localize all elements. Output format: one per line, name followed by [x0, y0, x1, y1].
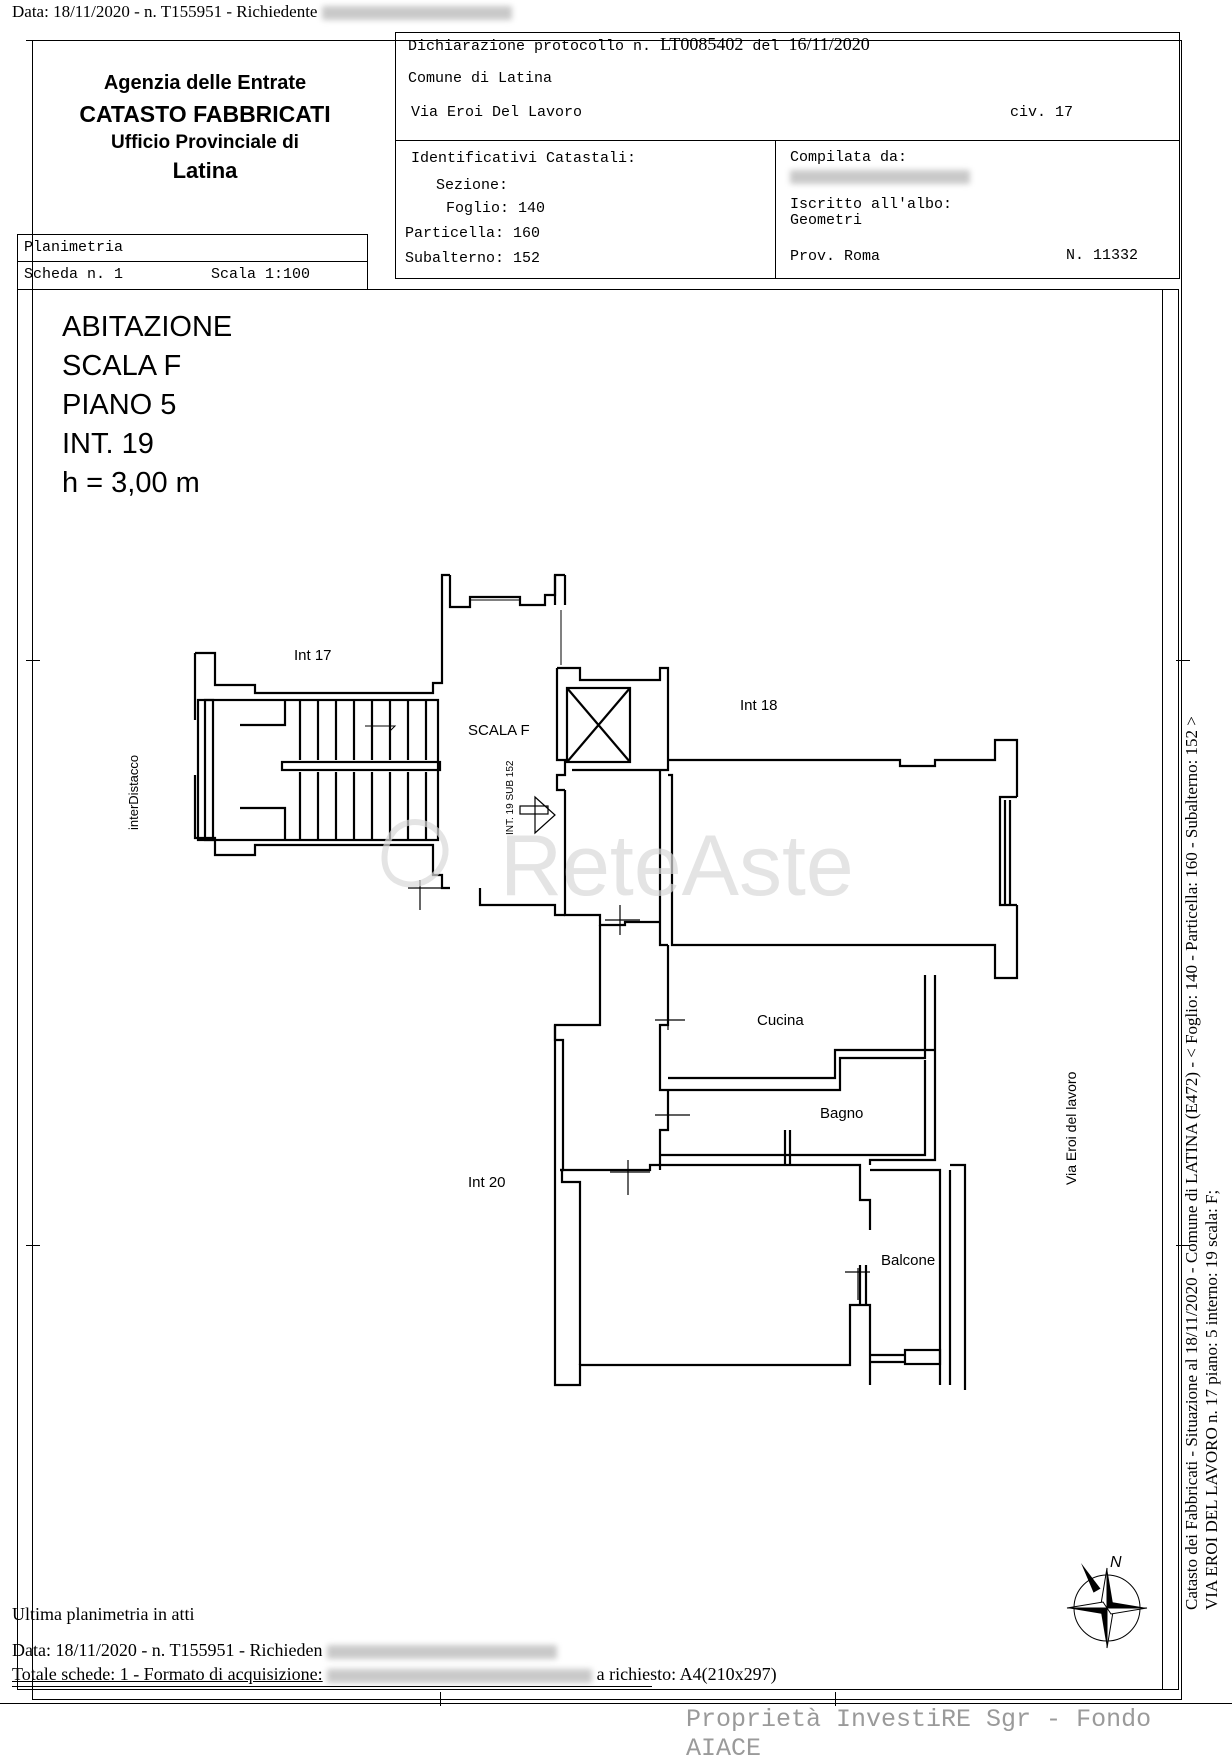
ufficio-label: Ufficio Provinciale di [111, 132, 299, 153]
identificativi-title: Identificativi Catastali: [411, 150, 637, 167]
protocol-date: 16/11/2020 [788, 34, 870, 54]
label-int17: Int 17 [294, 647, 332, 664]
foglio-line: Foglio: 140 [446, 200, 546, 217]
ufficio-city: Latina [172, 158, 238, 183]
label-sub-tag: INT. 19 SUB 152 [505, 760, 516, 835]
watermark-logo-icon [384, 822, 445, 884]
footer-totale-line: Totale schede: 1 - Formato di acquisizione: a richiesto: A4(210x297) [12, 1664, 777, 1684]
footer-data-line: Data: 18/11/2020 - n. T155951 - Richieden [12, 1640, 557, 1661]
label-bagno: Bagno [820, 1105, 864, 1122]
civ-line: civ. 17 [1010, 104, 1074, 121]
owner-line-rule [0, 1703, 1232, 1704]
iscritto-label: Iscritto all'albo: [790, 196, 953, 213]
wall-int18 [668, 740, 1017, 797]
label-street: Via Eroi del lavoro [1063, 1071, 1079, 1185]
side-text [1182, 460, 1222, 1610]
protocol-number: LT0085402 [660, 34, 744, 54]
redacted-footer-requester [327, 1645, 557, 1659]
side-text-line1: Catasto dei Fabbricati - Situazione al 18/11/2020 - Comune di LATINA (E472) - < Foglio: 140 - Particella: 160 - Subalterno: 152 > [1182, 716, 1201, 1610]
label-distacco: interDistacco [126, 754, 141, 830]
agency-name: Agenzia delle Entrate [103, 72, 307, 94]
watermark: ReteAste [500, 818, 854, 914]
compilata-label: Compilata da: [790, 149, 908, 166]
redacted-format [327, 1669, 592, 1683]
label-balcone: Balcone [881, 1252, 936, 1269]
label-int20: Int 20 [468, 1174, 506, 1191]
header-request-info: Data: 18/11/2020 - n. T155951 - Richiedente [12, 2, 318, 21]
albo-name: Geometri [790, 212, 863, 229]
north-label: N [1110, 1554, 1122, 1571]
planimetria-label: Planimetria [24, 239, 124, 256]
unit-piano: PIANO 5 [62, 389, 177, 421]
wall-int17 [195, 575, 450, 693]
catasto-title: CATASTO FABBRICATI [79, 101, 331, 127]
wall-int20 [555, 925, 600, 1170]
prov-label: Prov. Roma [790, 248, 881, 265]
unit-scala: SCALA F [62, 350, 182, 382]
protocol-line: Dichiarazione protocollo n. LT0085402 del 16/11/2020 [408, 34, 870, 55]
scala-ratio: Scala 1:100 [211, 266, 311, 283]
side-text-line2: VIA EROI DEL LAVORO n. 17 piano: 5 interno: 19 scala: F; [1202, 1189, 1221, 1610]
label-int18: Int 18 [740, 697, 778, 714]
footer-underline [12, 1686, 652, 1687]
balcony [870, 1165, 965, 1390]
particella-line: Particella: 160 [405, 225, 541, 242]
subalterno-line: Subalterno: 152 [405, 250, 541, 267]
label-cucina: Cucina [757, 1012, 804, 1029]
albo-number: N. 11332 [1066, 247, 1139, 264]
scheda-number: Scheda n. 1 [24, 266, 124, 283]
compass-rose-icon [1067, 1561, 1147, 1648]
comune-line: Comune di Latina [408, 70, 553, 87]
unit-height: h = 3,00 m [62, 467, 200, 499]
unit-interno: INT. 19 [62, 428, 154, 460]
label-scala-f: SCALA F [468, 722, 530, 739]
unit-type: ABITAZIONE [62, 311, 233, 343]
owner-text: Proprietà InvestiRE Sgr - Fondo AIACE [686, 1705, 1152, 1763]
sezione-label: Sezione: [436, 177, 509, 194]
street-line: Via Eroi Del Lavoro [411, 104, 583, 121]
bath-walls [660, 1090, 668, 1170]
ultima-planimetria: Ultima planimetria in atti [12, 1604, 195, 1624]
